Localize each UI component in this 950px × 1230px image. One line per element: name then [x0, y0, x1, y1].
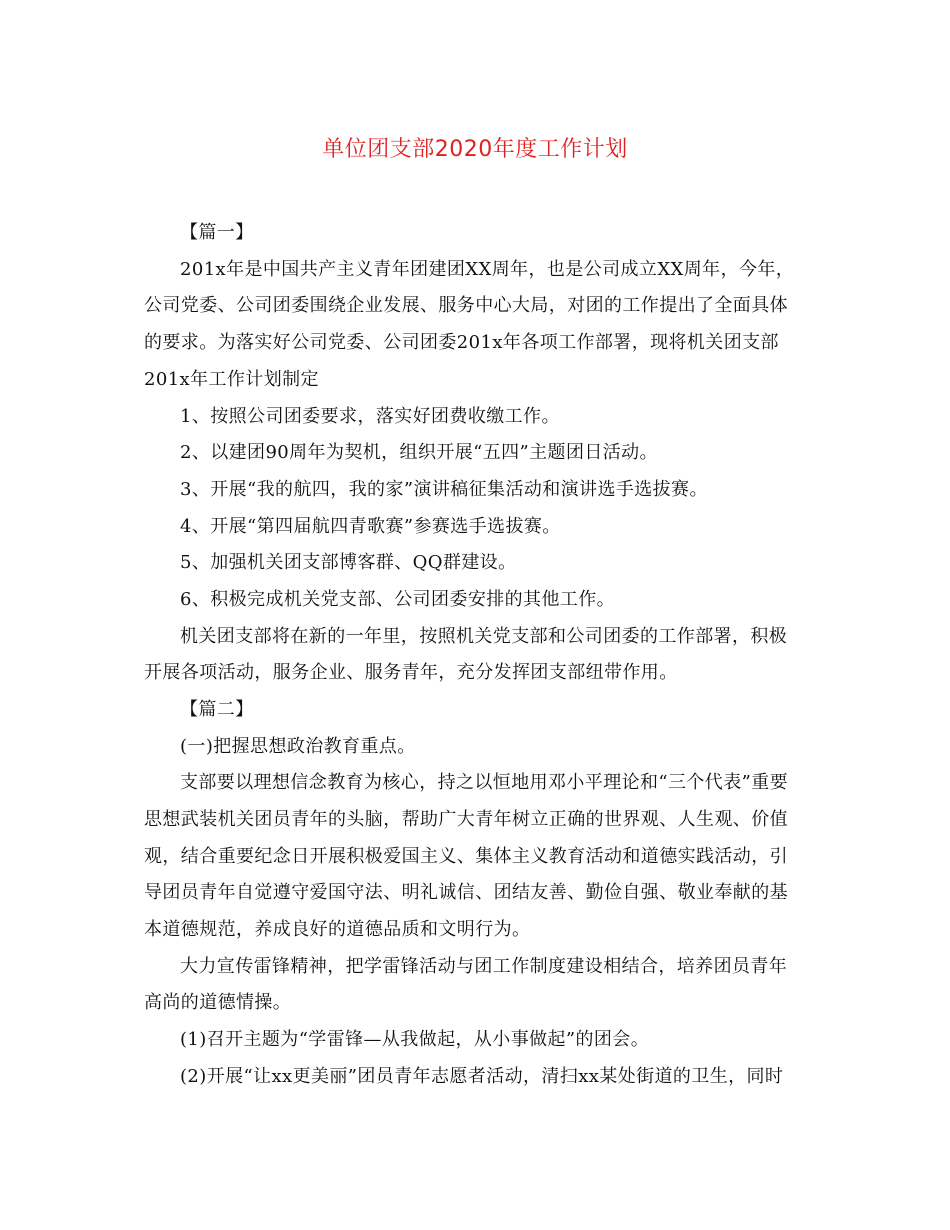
list-item: 2、以建团90周年为契机，组织开展“五四”主题团日活动。	[180, 442, 658, 463]
section-heading-1: 【篇一】	[180, 222, 254, 243]
paragraph-line: 201x年是中国共产主义青年团建团XX周年，也是公司成立XX周年，今年，	[180, 259, 795, 280]
subsection-heading: (一)把握思想政治教育重点。	[180, 736, 416, 757]
list-item: 5、加强机关团支部博客群、QQ群建设。	[180, 552, 517, 573]
list-item: 6、积极完成机关党支部、公司团委安排的其他工作。	[180, 589, 616, 610]
paragraph-line: 支部要以理想信念教育为核心，持之以恒地用邓小平理论和“三个代表”重要	[180, 772, 789, 793]
paragraph-line: 开展各项活动，服务企业、服务青年，充分发挥团支部纽带作用。	[144, 662, 678, 683]
paragraph-line: 大力宣传雷锋精神，把学雷锋活动与团工作制度建设相结合，培养团员青年	[180, 956, 788, 977]
paragraph-line: 机关团支部将在新的一年里，按照机关党支部和公司团委的工作部署，积极	[180, 626, 788, 647]
page-title: 单位团支部2020年度工作计划	[322, 137, 628, 162]
paragraph-line: 观，结合重要纪念日开展积极爱国主义、集体主义教育活动和道德实践活动，引	[144, 846, 788, 867]
list-item: 1、按照公司团委要求，落实好团费收缴工作。	[180, 406, 560, 427]
paragraph-line: 高尚的道德情操。	[144, 992, 292, 1013]
list-item: 3、开展“我的航四，我的家”演讲稿征集活动和演讲选手选拔赛。	[180, 479, 708, 500]
paragraph-line: 公司党委、公司团委围绕企业发展、服务中心大局，对团的工作提出了全面具体	[144, 295, 788, 316]
paragraph-line: 本道德规范，养成良好的道德品质和文明行为。	[144, 919, 531, 940]
list-item: (1)召开主题为“学雷锋—从我做起，从小事做起”的团会。	[180, 1029, 650, 1050]
list-item: 4、开展“第四届航四青歌赛”参赛选手选拔赛。	[180, 516, 561, 537]
list-item: (2)开展“让xx更美丽”团员青年志愿者活动，清扫xx某处街道的卫生，同时	[180, 1066, 784, 1087]
paragraph-line: 导团员青年自觉遵守爱国守法、明礼诚信、团结友善、勤俭自强、敬业奉献的基	[144, 882, 788, 903]
paragraph-line: 201x年工作计划制定	[144, 369, 319, 390]
paragraph-line: 思想武装机关团员青年的头脑，帮助广大青年树立正确的世界观、人生观、价值	[144, 809, 788, 830]
paragraph-line: 的要求。为落实好公司党委、公司团委201x年各项工作部署，现将机关团支部	[144, 332, 779, 353]
section-heading-2: 【篇二】	[180, 699, 254, 720]
